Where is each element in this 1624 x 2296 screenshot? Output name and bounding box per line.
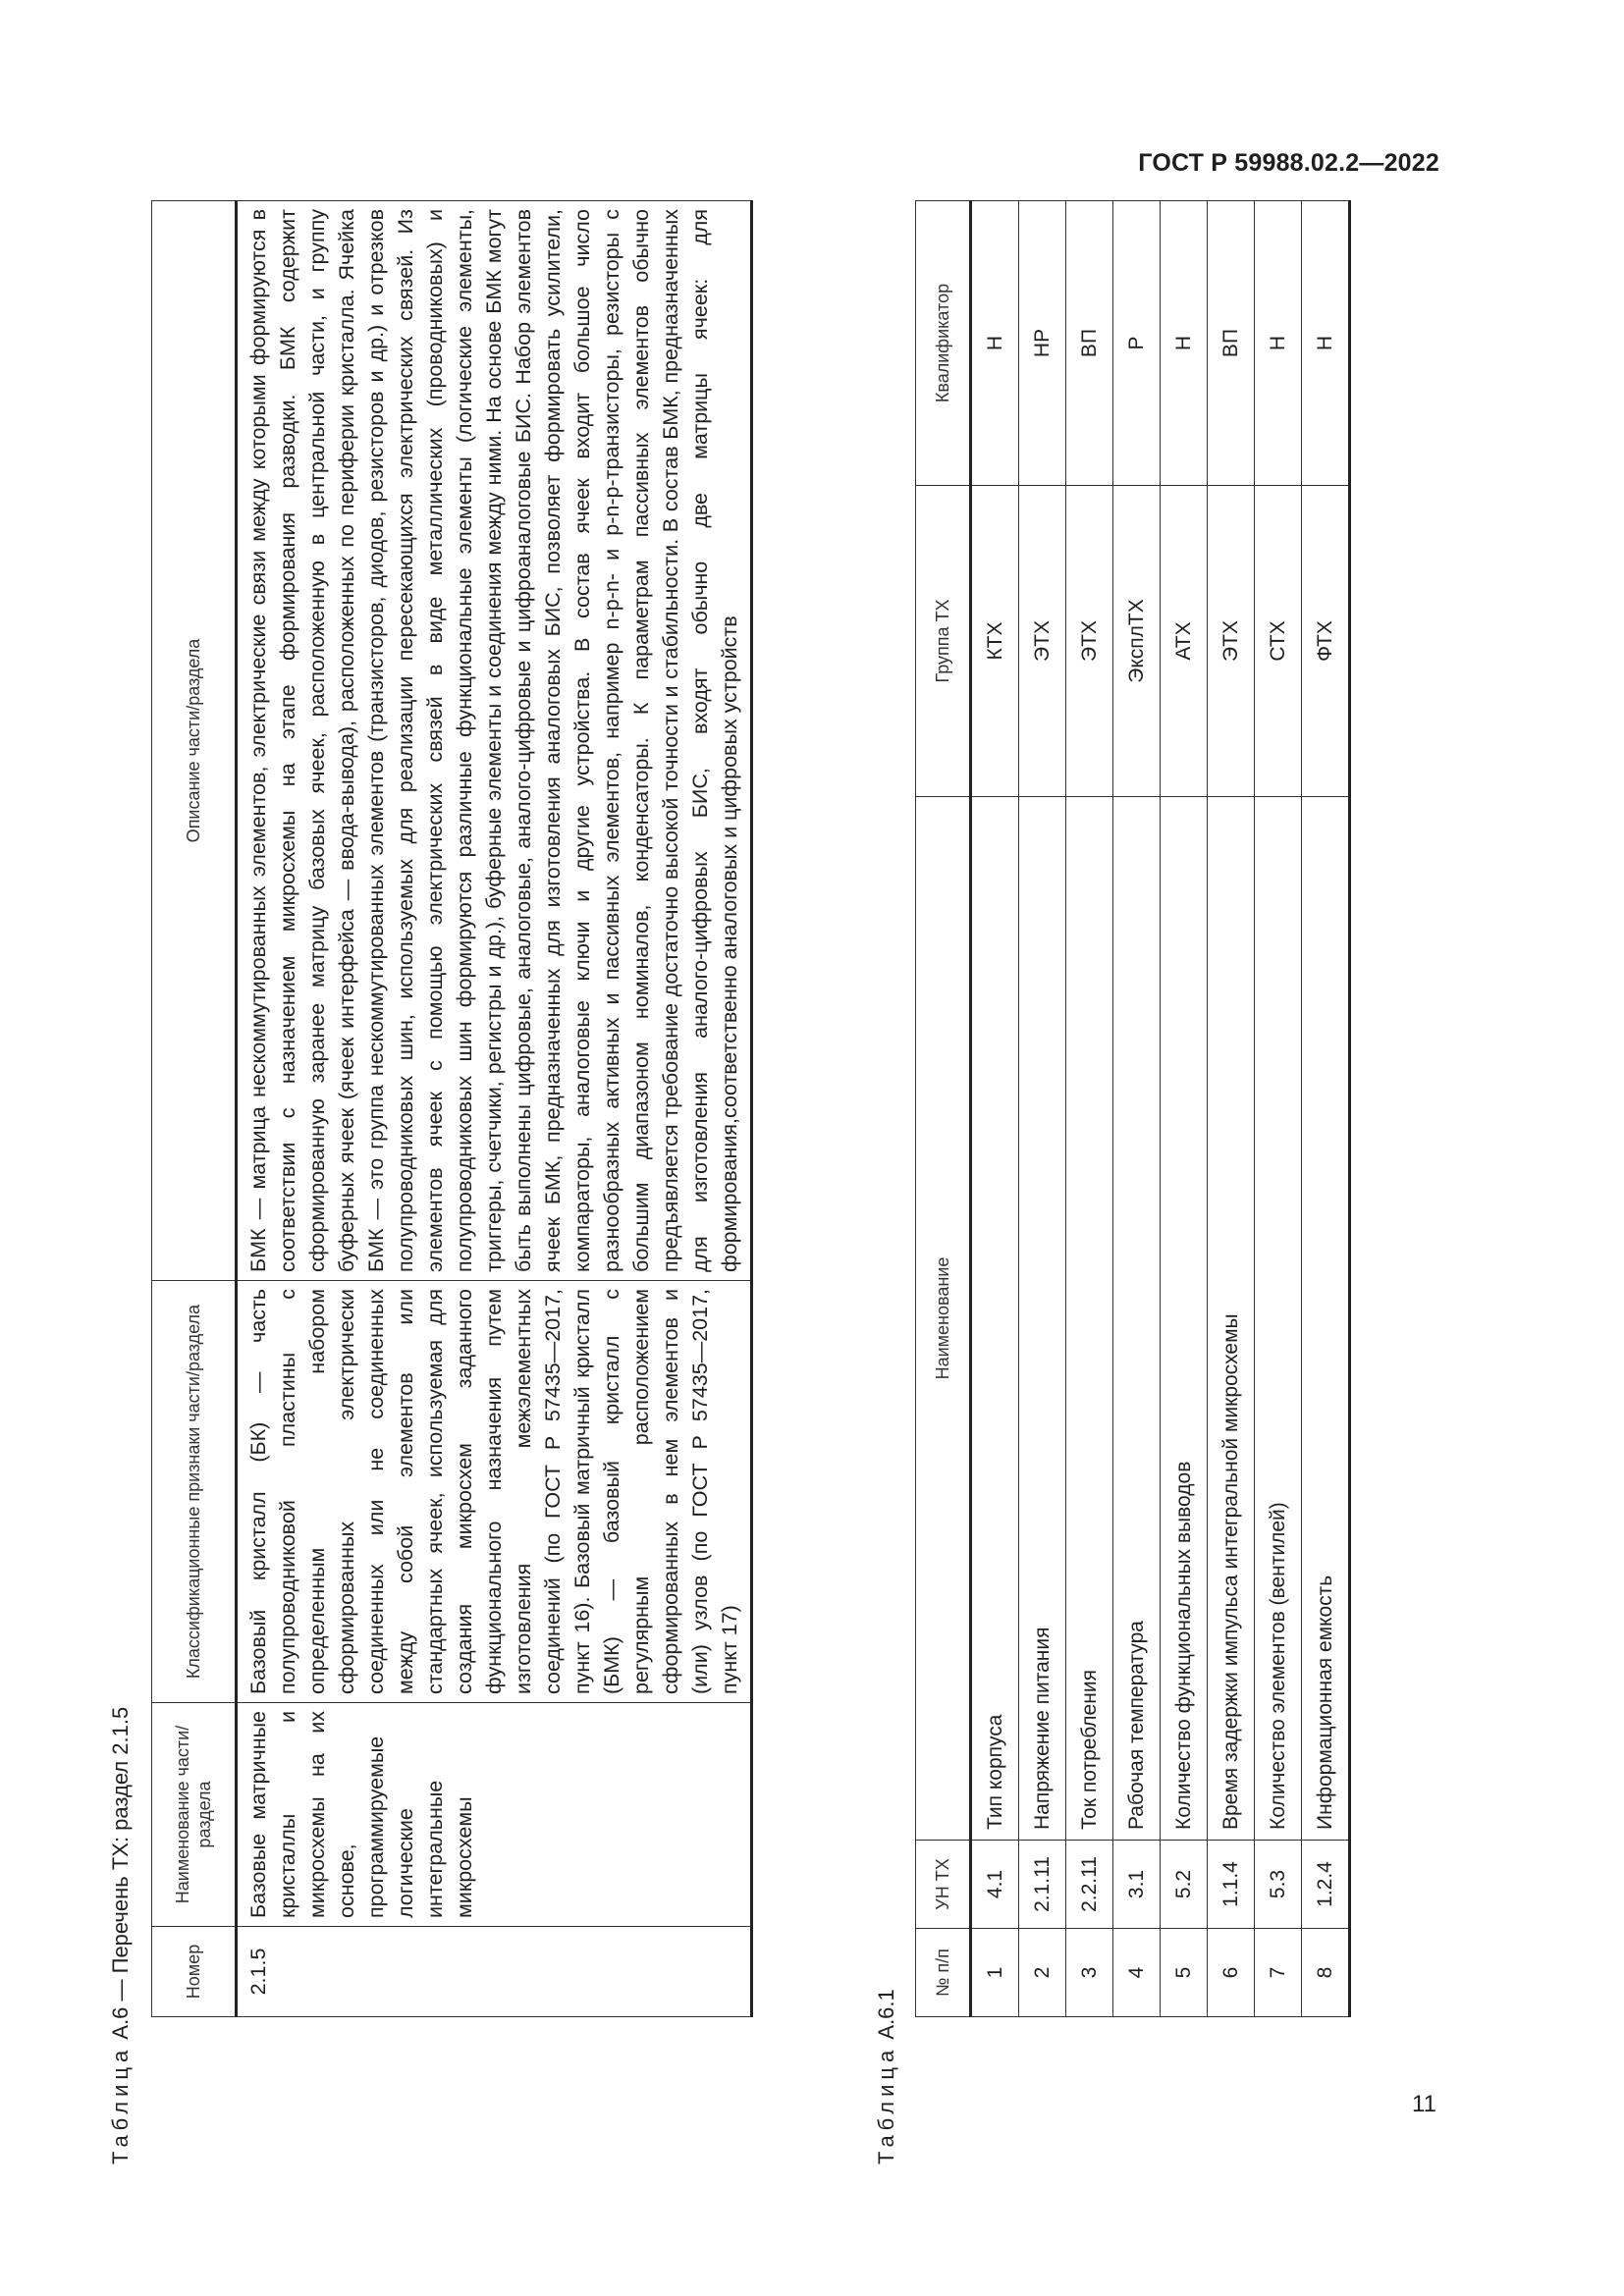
header-classification: Классификационные признаки части/раздела xyxy=(152,1281,237,1703)
table-a6 xyxy=(151,200,753,2017)
cell-un: 1.1.4 xyxy=(1208,1841,1255,1929)
cell-num: 5 xyxy=(1161,1929,1208,2017)
cell-name: Рабочая температура xyxy=(1113,797,1161,1841)
table-header-row xyxy=(152,201,237,2017)
cell-un: 2.2.11 xyxy=(1066,1841,1113,1929)
cell-num: 6 xyxy=(1208,1929,1255,2017)
cell-un: 5.2 xyxy=(1161,1841,1208,1929)
table-a6-caption-label: Таблица xyxy=(108,2045,133,2164)
header-name: Наименование части/раздела xyxy=(152,1703,237,1927)
rotated-content xyxy=(108,201,1400,2164)
cell-name: Количество функциональных выводов xyxy=(1161,797,1208,1841)
cell-qualifier: НР xyxy=(1019,201,1066,486)
header-description: Описание части/раздела xyxy=(152,201,237,1281)
cell-group: ЭТХ xyxy=(1066,486,1113,797)
table-row xyxy=(1113,201,1161,2017)
cell-group: АТХ xyxy=(1161,486,1208,797)
cell-group: КТХ xyxy=(971,486,1019,797)
cell-name: Ток потребления xyxy=(1066,797,1113,1841)
cell-qualifier: ВП xyxy=(1208,201,1255,486)
cell-group: СТХ xyxy=(1255,486,1302,797)
cell-qualifier: Р xyxy=(1113,201,1161,486)
header-name: Наименование xyxy=(916,797,971,1841)
cell-number: 2.1.5 xyxy=(237,1927,752,2017)
table-a61-caption-label: Таблица xyxy=(874,2045,898,2164)
cell-qualifier: Н xyxy=(1161,201,1208,486)
cell-qualifier: Н xyxy=(1302,201,1350,486)
cell-qualifier: Н xyxy=(971,201,1019,486)
cell-group: ЭТХ xyxy=(1019,486,1066,797)
header-number: Номер xyxy=(152,1927,237,2017)
table-row xyxy=(1255,201,1302,2017)
table-a6-caption-title: А.6 — Перечень ТХ: раздел 2.1.5 xyxy=(108,1706,133,2040)
header-qualifier: Квалификатор xyxy=(916,201,971,486)
table-row xyxy=(1019,201,1066,2017)
cell-group: ЭксплТХ xyxy=(1113,486,1161,797)
table-a6-caption xyxy=(108,1707,134,2164)
table-a61-caption-title: А.6.1 xyxy=(874,1989,898,2040)
cell-num: 2 xyxy=(1019,1929,1066,2017)
cell-un: 4.1 xyxy=(971,1841,1019,1929)
cell-num: 8 xyxy=(1302,1929,1350,2017)
table-row xyxy=(1161,201,1208,2017)
table-row xyxy=(971,201,1019,2017)
cell-name: Напряжение питания xyxy=(1019,797,1066,1841)
cell-un: 5.3 xyxy=(1255,1841,1302,1929)
cell-classification: Базовый кристалл (БК) — часть полупроводниковой пластины с определенным набором сформированных электрически соединенных или не соединенных между собой элементов или стандартных ячеек, используемая для создания микросхем заданного функционального назначения путем изготовления межэлементных соединений (по ГОСТ Р 57435—2017, пункт 16). Базовый матричный кристалл (БМК) — базовый кристалл с регулярным расположением сформированных в нем элементов и (или) узлов (по ГОСТ Р 57435—2017, пункт 17) xyxy=(237,1281,752,1703)
cell-un: 3.1 xyxy=(1113,1841,1161,1929)
cell-qualifier: Н xyxy=(1255,201,1302,486)
cell-name: Базовые матричные кристаллы и микросхемы на их основе, программируемые логические интегральные микросхемы xyxy=(237,1703,752,1927)
table-row xyxy=(1302,201,1350,2017)
cell-name: Тип корпуса xyxy=(971,797,1019,1841)
cell-un: 1.2.4 xyxy=(1302,1841,1350,1929)
table-row xyxy=(237,201,752,2017)
cell-group: ЭТХ xyxy=(1208,486,1255,797)
cell-name: Количество элементов (вентилей) xyxy=(1255,797,1302,1841)
table-row xyxy=(1208,201,1255,2017)
cell-description: БМК — матрица нескоммутированных элементов, электрические связи между которыми формируются в соответствии с назначением микросхемы на этапе формирования разводки. БМК содержит сформированную заранее матрицу базовых ячеек, расположенную в центральной части, и группу буферных ячеек (ячеек интерфейса — ввода-вывода), расположенных по периферии кристалла. Ячейка БМК — это группа нескоммутированных элементов (транзисторов, диодов, резисторов и др.) и отрезков полупроводниковых шин, используемых для реализации пересекающихся электрических связей. Из элементов ячеек с помощью электрических связей в виде металлических (проводниковых) и полупроводниковых шин формируются различные функциональные элементы (логические элементы, триггеры, счетчики, регистры и др.), буферные элементы и соединения между ними. На основе БМК могут быть выполнены цифровые, аналоговые, аналого-цифровые и цифроаналоговые БИС. Набор элементов ячеек БМК, предназначенных для изготовления аналоговых БИС, позволяет формировать усилители, компараторы, аналоговые ключи и другие устройства. В состав ячеек входит большое число разнообразных активных и пассивных элементов, например n-p-n- и p-n-p-транзисторы, резисторы с большим диапазоном номиналов, конденсаторы. К параметрам пассивных элементов обычно предъявляется требование достаточно высокой точности и стабильности. В состав БМК, предназначенных для изготовления аналого-цифровых БИС, входят обычно две матрицы ячеек: для формирования,соответственно аналоговых и цифровых устройств xyxy=(237,201,752,1281)
table-a61-caption xyxy=(874,1989,899,2164)
document-designation: ГОСТ Р 59988.02.2—2022 xyxy=(1138,149,1439,177)
cell-name: Информационная емкость xyxy=(1302,797,1350,1841)
cell-un: 2.1.11 xyxy=(1019,1841,1066,1929)
header-group: Группа ТХ xyxy=(916,486,971,797)
cell-num: 4 xyxy=(1113,1929,1161,2017)
page-number: 11 xyxy=(1412,2091,1436,2117)
cell-name: Время задержки импульса интегральной микросхемы xyxy=(1208,797,1255,1841)
cell-qualifier: ВП xyxy=(1066,201,1113,486)
header-un: УН ТХ xyxy=(916,1841,971,1929)
table-header-row xyxy=(916,201,971,2017)
header-num: № п/п xyxy=(916,1929,971,2017)
cell-num: 7 xyxy=(1255,1929,1302,2017)
table-row xyxy=(1066,201,1113,2017)
cell-num: 3 xyxy=(1066,1929,1113,2017)
table-a61 xyxy=(915,200,1351,2017)
cell-group: ФТХ xyxy=(1302,486,1350,797)
cell-num: 1 xyxy=(971,1929,1019,2017)
